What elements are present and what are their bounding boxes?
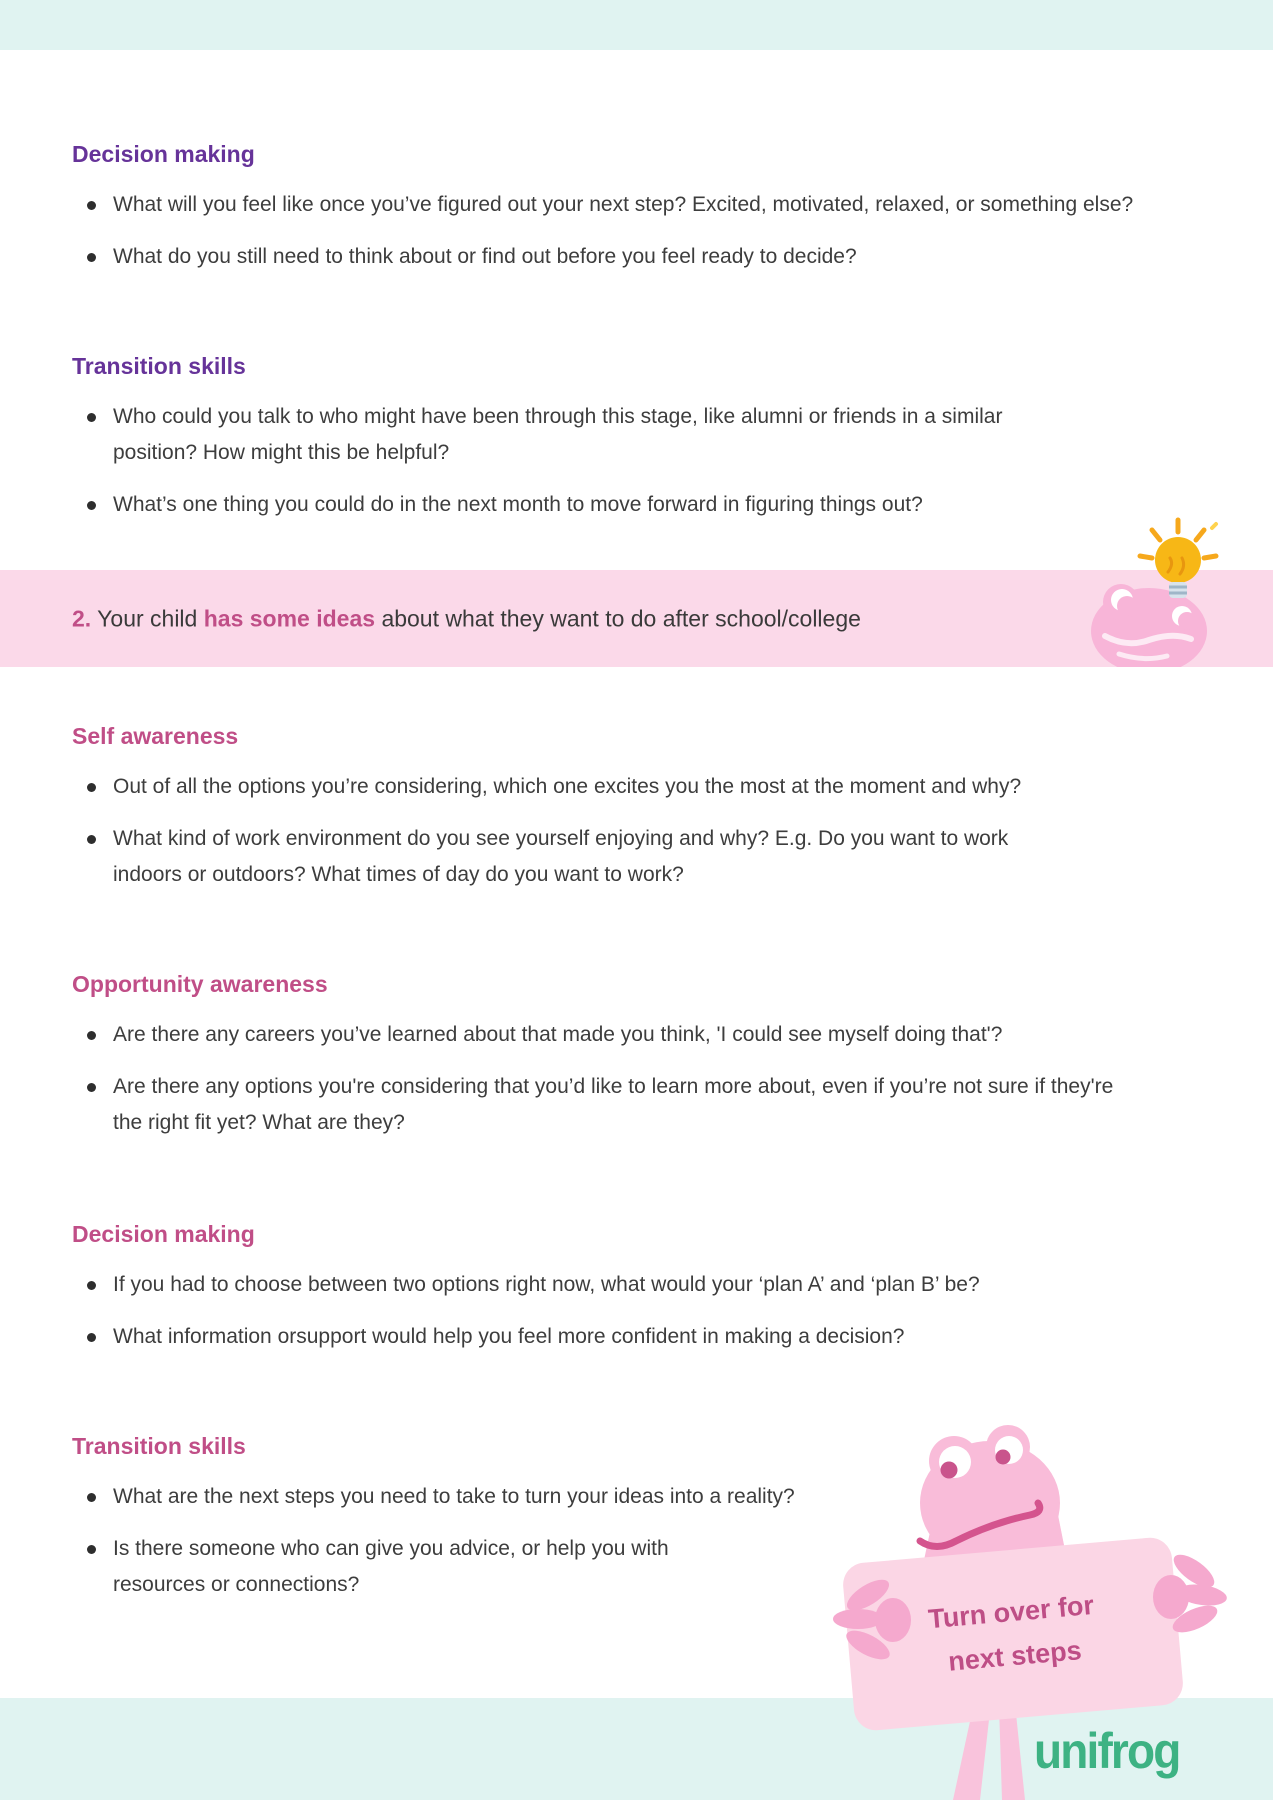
bullet-list (72, 1017, 1233, 1141)
banner-number: 2. (72, 605, 92, 631)
bullet-text: If you had to choose between two options right now, what would your ‘plan A’ and ‘plan B’ be? (113, 1273, 980, 1296)
bullet-dot-icon (87, 413, 96, 422)
section-opportunity-awareness (72, 970, 1233, 1157)
bullet-text: Is there someone who can give you advice, or help you with resources or connections? (113, 1537, 669, 1596)
bullet-item (72, 187, 1153, 223)
lightbulb-icon (1128, 514, 1224, 606)
bullet-text: Who could you talk to who might have been through this stage, like alumni or friends in a similar position? How might this be helpful? (113, 405, 1003, 464)
section-heading: Opportunity awareness (72, 971, 328, 997)
banner-text-after: about what they want to do after school/college (381, 605, 861, 631)
section-heading: Self awareness (72, 723, 239, 749)
sign-text-line: Turn over for (927, 1589, 1096, 1635)
bullet-dot-icon (87, 1083, 96, 1092)
bullet-dot-icon (87, 1281, 96, 1290)
bullet-item (72, 1531, 711, 1603)
banner-text (72, 605, 861, 632)
sign-text-line: next steps (947, 1635, 1083, 1677)
top-accent-bar (0, 0, 1273, 50)
bullet-dot-icon (87, 1333, 96, 1342)
section-decision-making-1 (72, 140, 1233, 291)
bullet-dot-icon (87, 501, 96, 510)
bullet-list (72, 1267, 1233, 1355)
banner-text-before: Your child (97, 605, 198, 631)
bullet-dot-icon (87, 253, 96, 262)
bullet-text: Out of all the options you’re considering, which one excites you the most at the moment and why? (113, 775, 1022, 798)
bullet-dot-icon (87, 1545, 96, 1554)
bullet-item (72, 487, 1153, 523)
bullet-dot-icon (87, 1493, 96, 1502)
bullet-dot-icon (87, 201, 96, 210)
bullet-item (72, 1069, 1143, 1141)
bullet-dot-icon (87, 783, 96, 792)
section-transition-skills-1 (72, 352, 1233, 539)
bullet-text: What are the next steps you need to take to turn your ideas into a reality? (113, 1485, 795, 1508)
section-decision-making-2 (72, 1220, 1233, 1371)
step-2-banner (0, 570, 1273, 667)
section-heading: Decision making (72, 141, 255, 167)
bullet-text: What do you still need to think about or find out before you feel ready to decide? (113, 245, 857, 268)
section-heading: Transition skills (72, 353, 246, 379)
bullet-list (72, 769, 1233, 893)
bullet-text: What information orsupport would help you feel more confident in making a decision? (113, 1325, 905, 1348)
bullet-item (72, 239, 1153, 275)
turn-over-sign (841, 1536, 1184, 1732)
bullet-item (72, 769, 1105, 805)
unifrog-logo: unifrog (1034, 1723, 1180, 1779)
bullet-text: Are there any options you're considering that you’d like to learn more about, even if you’re not sure if they're the right fit yet? What are they? (113, 1075, 1114, 1134)
bullet-text: Are there any careers you’ve learned about that made you think, 'I could see myself doing that'? (113, 1023, 1003, 1046)
bullet-item (72, 1479, 831, 1515)
banner-highlight: has some ideas (203, 605, 376, 631)
bullet-text: What kind of work environment do you see yourself enjoying and why? E.g. Do you want to work indoors or outdoors? What times of day do you want to work? (113, 827, 1009, 886)
bullet-dot-icon (87, 835, 96, 844)
bullet-list (72, 187, 1233, 275)
bullet-item (72, 1017, 1108, 1053)
bullet-item (72, 1267, 1113, 1303)
section-heading: Transition skills (72, 1433, 246, 1459)
bullet-item (72, 821, 1065, 893)
bullet-list (72, 399, 1233, 523)
bullet-item (72, 1319, 1153, 1355)
section-self-awareness (72, 722, 1233, 909)
bullet-dot-icon (87, 1031, 96, 1040)
bullet-item (72, 399, 1091, 471)
bullet-text: What’s one thing you could do in the next month to move forward in figuring things out? (113, 493, 923, 516)
section-heading: Decision making (72, 1221, 255, 1247)
bullet-text: What will you feel like once you’ve figured out your next step? Excited, motivated, relaxed, or something else? (113, 193, 1134, 216)
